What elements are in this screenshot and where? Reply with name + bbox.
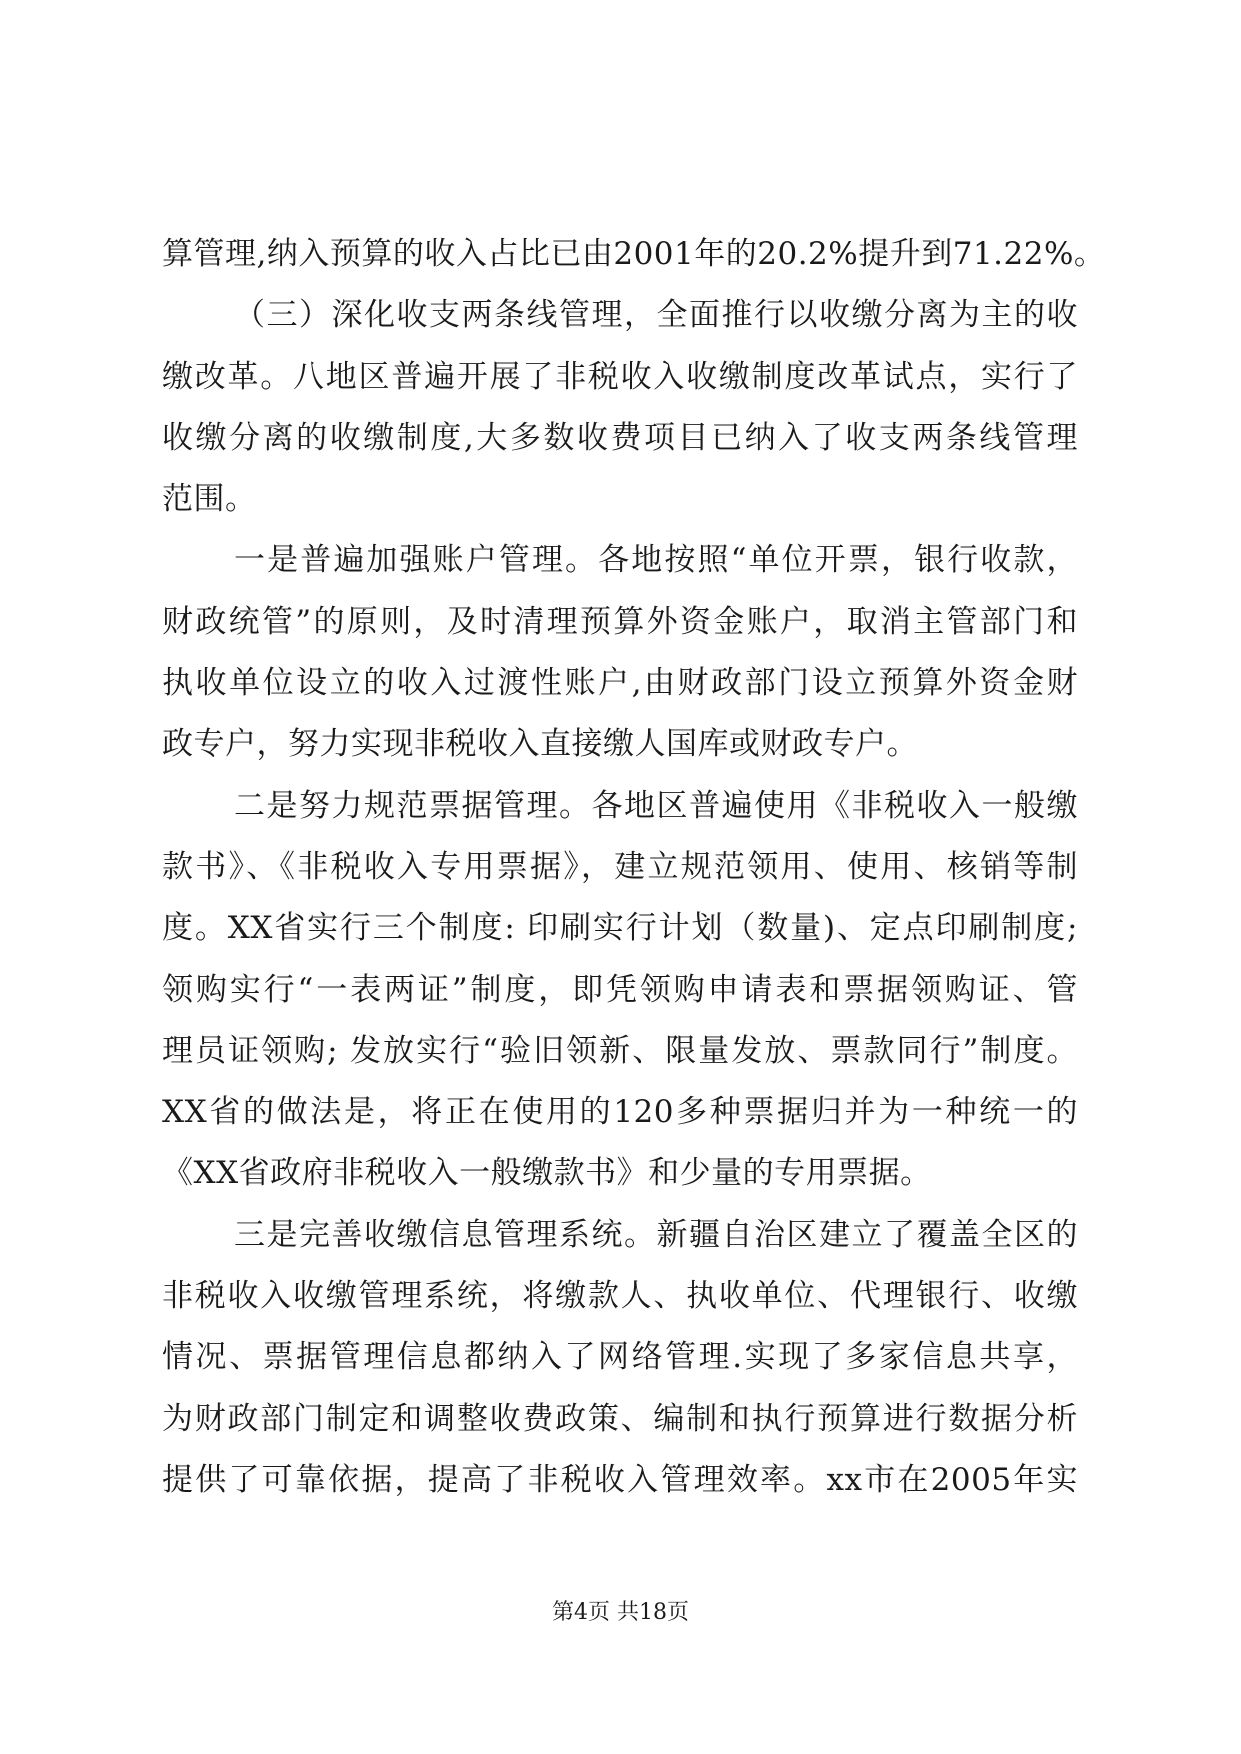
text-line: 理员证领购; 发放实行“验旧领新、限量发放、票款同行”制度。 bbox=[162, 1032, 1078, 1069]
text-line: 缴改革。八地区普遍开展了非税收入收缴制度改革试点，实行了 bbox=[162, 358, 1078, 395]
page-number: 第4页 共18页 bbox=[552, 1600, 689, 1625]
text-line: 范围。 bbox=[162, 481, 257, 518]
text-line: 执收单位设立的收入过渡性账户,由财政部门设立预算外资金财 bbox=[162, 665, 1078, 702]
text-line: 情况、票据管理信息都纳入了网络管理.实现了多家信息共享， bbox=[162, 1339, 1078, 1376]
text-line: XX省的做法是，将正在使用的120多种票据归并为一种统一的 bbox=[162, 1094, 1078, 1131]
page-footer bbox=[0, 1598, 1241, 1628]
text-line: 收缴分离的收缴制度,大多数收费项目已纳入了收支两条线管理 bbox=[162, 419, 1078, 456]
text-line: 款书》、《非税收入专用票据》，建立规范领用、使用、核销等制 bbox=[162, 848, 1078, 885]
paragraph-start-line: （三）深化收支两条线管理，全面推行以收缴分离为主的收 bbox=[234, 297, 1078, 334]
text-line: 算管理,纳入预算的收入占比已由2001年的20.2%提升到71.22%。 bbox=[162, 236, 1106, 272]
text-line: 《XX省政府非税收入一般缴款书》和少量的专用票据。 bbox=[162, 1155, 932, 1192]
paragraph-start-line: 二是努力规范票据管理。各地区普遍使用《非税收入一般缴 bbox=[234, 787, 1078, 824]
text-line: 领购实行“一表两证”制度，即凭领购申请表和票据领购证、管 bbox=[162, 971, 1078, 1008]
text-line: 度。XX省实行三个制度: 印刷实行计划（数量)、定点印刷制度; bbox=[162, 910, 1078, 947]
text-line: 财政统管”的原则，及时清理预算外资金账户，取消主管部门和 bbox=[162, 603, 1078, 640]
text-line: 非税收入收缴管理系统，将缴款人、执收单位、代理银行、收缴 bbox=[162, 1278, 1078, 1315]
paragraph-start-line: 一是普遍加强账户管理。各地按照“单位开票，银行收款， bbox=[234, 542, 1078, 579]
text-line: 政专户，努力实现非税收入直接缴人国库或财政专户。 bbox=[162, 726, 918, 763]
text-line: 提供了可靠依据，提高了非税收入管理效率。xx市在2005年实 bbox=[162, 1461, 1078, 1498]
text-line: 为财政部门制定和调整收费政策、编制和执行预算进行数据分析 bbox=[162, 1400, 1078, 1437]
paragraph-start-line: 三是完善收缴信息管理系统。新疆自治区建立了覆盖全区的 bbox=[234, 1216, 1078, 1253]
body-text bbox=[162, 224, 1106, 1511]
